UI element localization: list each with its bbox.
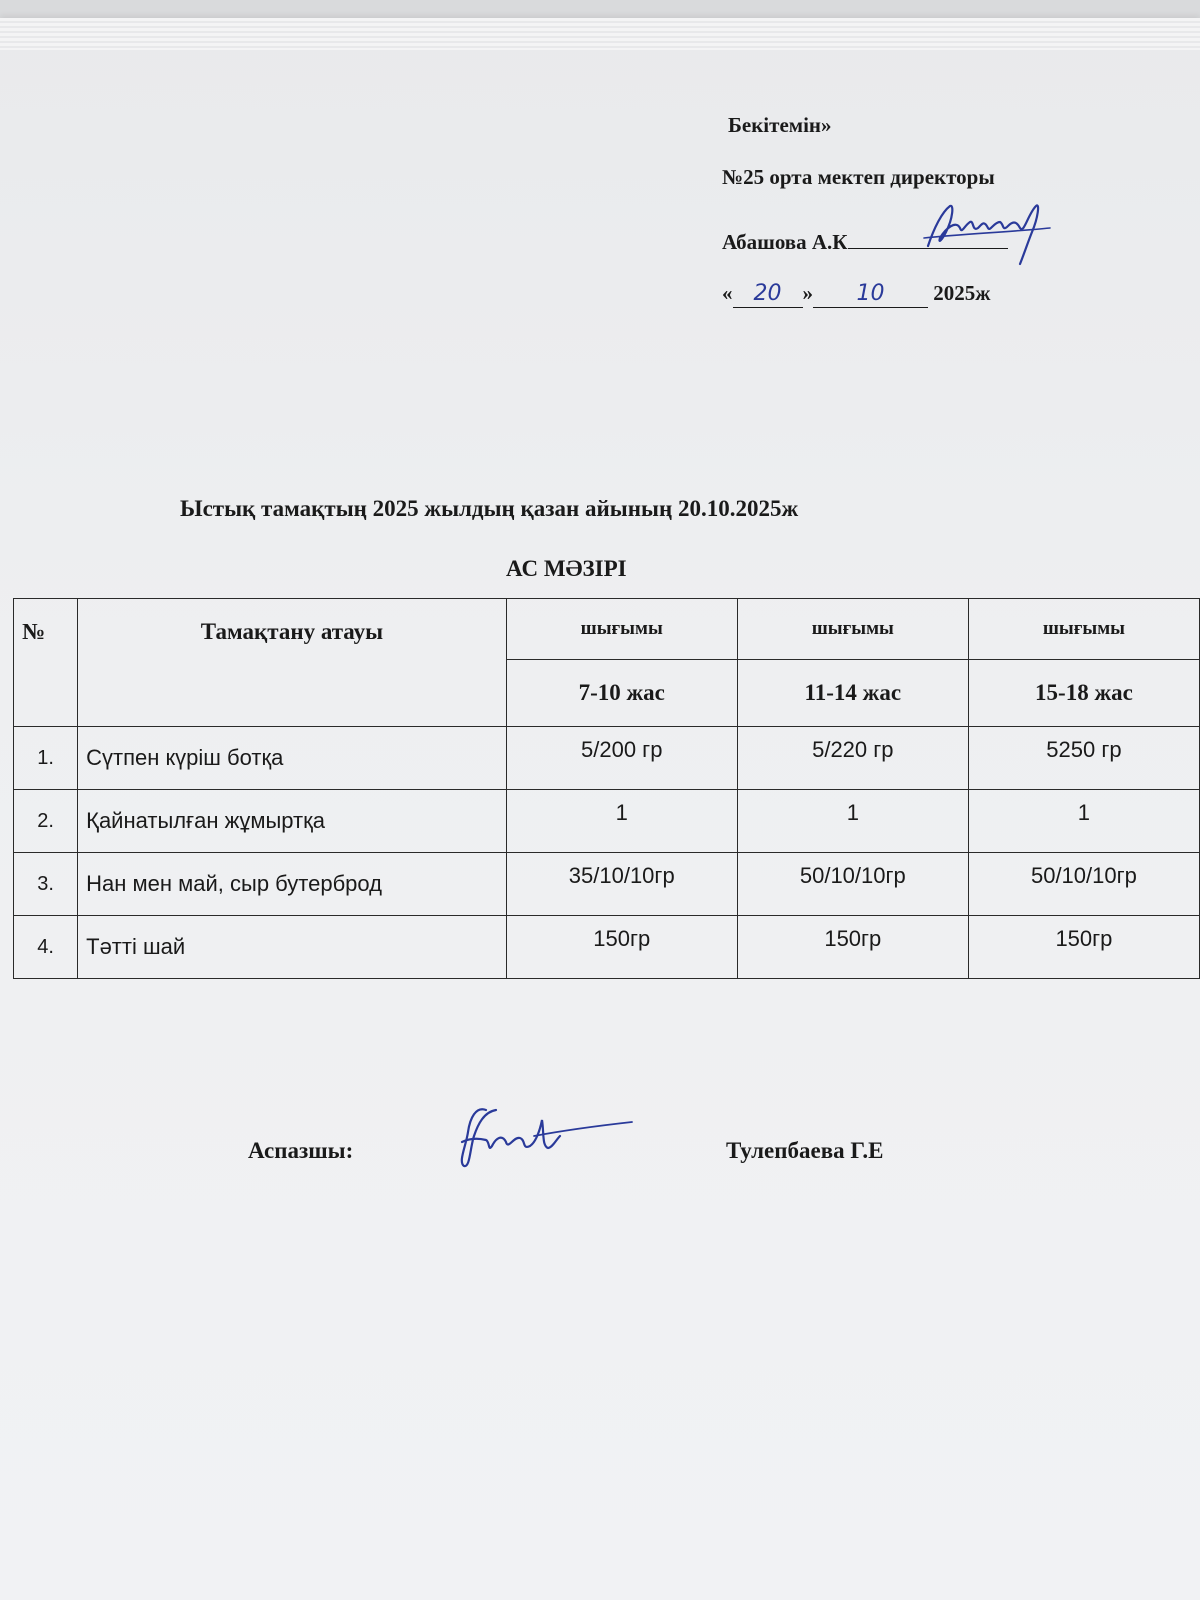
date-day-field xyxy=(733,280,803,308)
portion-value: 1 xyxy=(506,790,737,853)
portion-value: 50/10/10гр xyxy=(968,853,1199,916)
date-day-handwritten: 20 xyxy=(753,281,782,306)
date-open-quote: « xyxy=(722,281,733,305)
header-row xyxy=(14,599,1200,660)
cook-signature xyxy=(456,1098,636,1178)
approval-title: Бекітемін» xyxy=(728,113,832,137)
header-dish-name: Тамақтану атауы xyxy=(78,599,507,727)
table-row xyxy=(14,916,1200,979)
header-age-group: 15-18 жас xyxy=(968,660,1199,727)
portion-value: 150гр xyxy=(506,916,737,979)
dish-name: Нан мен май, сыр бутерброд xyxy=(78,853,507,916)
table-row xyxy=(14,790,1200,853)
date-month-handwritten: 10 xyxy=(856,281,885,306)
portion-value: 5/200 гр xyxy=(506,727,737,790)
header-number: № xyxy=(14,599,78,727)
menu-table xyxy=(13,598,1200,979)
header-output: шығымы xyxy=(968,599,1199,660)
director-name: Абашова А.К xyxy=(722,230,848,254)
cook-name: Тулепбаева Г.Е xyxy=(726,1138,884,1163)
director-signature xyxy=(920,198,1060,268)
document-title: Ыстық тамақтың 2025 жылдың қазан айының 20.10.2025ж xyxy=(180,496,799,521)
dish-name: Қайнатылған жұмыртқа xyxy=(78,790,507,853)
header-output: шығымы xyxy=(506,599,737,660)
table-row xyxy=(14,727,1200,790)
paper-stack-edge xyxy=(0,18,1200,50)
row-number: 2. xyxy=(14,790,78,853)
table-row xyxy=(14,853,1200,916)
document-subtitle: АС МӘЗІРІ xyxy=(506,556,627,581)
date-month-field xyxy=(813,280,928,308)
dish-name: Сүтпен күріш ботқа xyxy=(78,727,507,790)
row-number: 1. xyxy=(14,727,78,790)
row-number: 3. xyxy=(14,853,78,916)
date-close-quote: » xyxy=(802,281,813,305)
portion-value: 1 xyxy=(968,790,1199,853)
director-position: №25 орта мектеп директоры xyxy=(722,165,995,189)
cook-label: Аспазшы: xyxy=(248,1138,354,1163)
portion-value: 5250 гр xyxy=(968,727,1199,790)
row-number: 4. xyxy=(14,916,78,979)
portion-value: 35/10/10гр xyxy=(506,853,737,916)
approval-date xyxy=(722,280,990,308)
dish-name: Тәтті шай xyxy=(78,916,507,979)
date-year: 2025ж xyxy=(933,281,991,305)
portion-value: 5/220 гр xyxy=(737,727,968,790)
portion-value: 50/10/10гр xyxy=(737,853,968,916)
header-age-group: 11-14 жас xyxy=(737,660,968,727)
portion-value: 150гр xyxy=(968,916,1199,979)
header-output: шығымы xyxy=(737,599,968,660)
portion-value: 1 xyxy=(737,790,968,853)
header-age-group: 7-10 жас xyxy=(506,660,737,727)
portion-value: 150гр xyxy=(737,916,968,979)
